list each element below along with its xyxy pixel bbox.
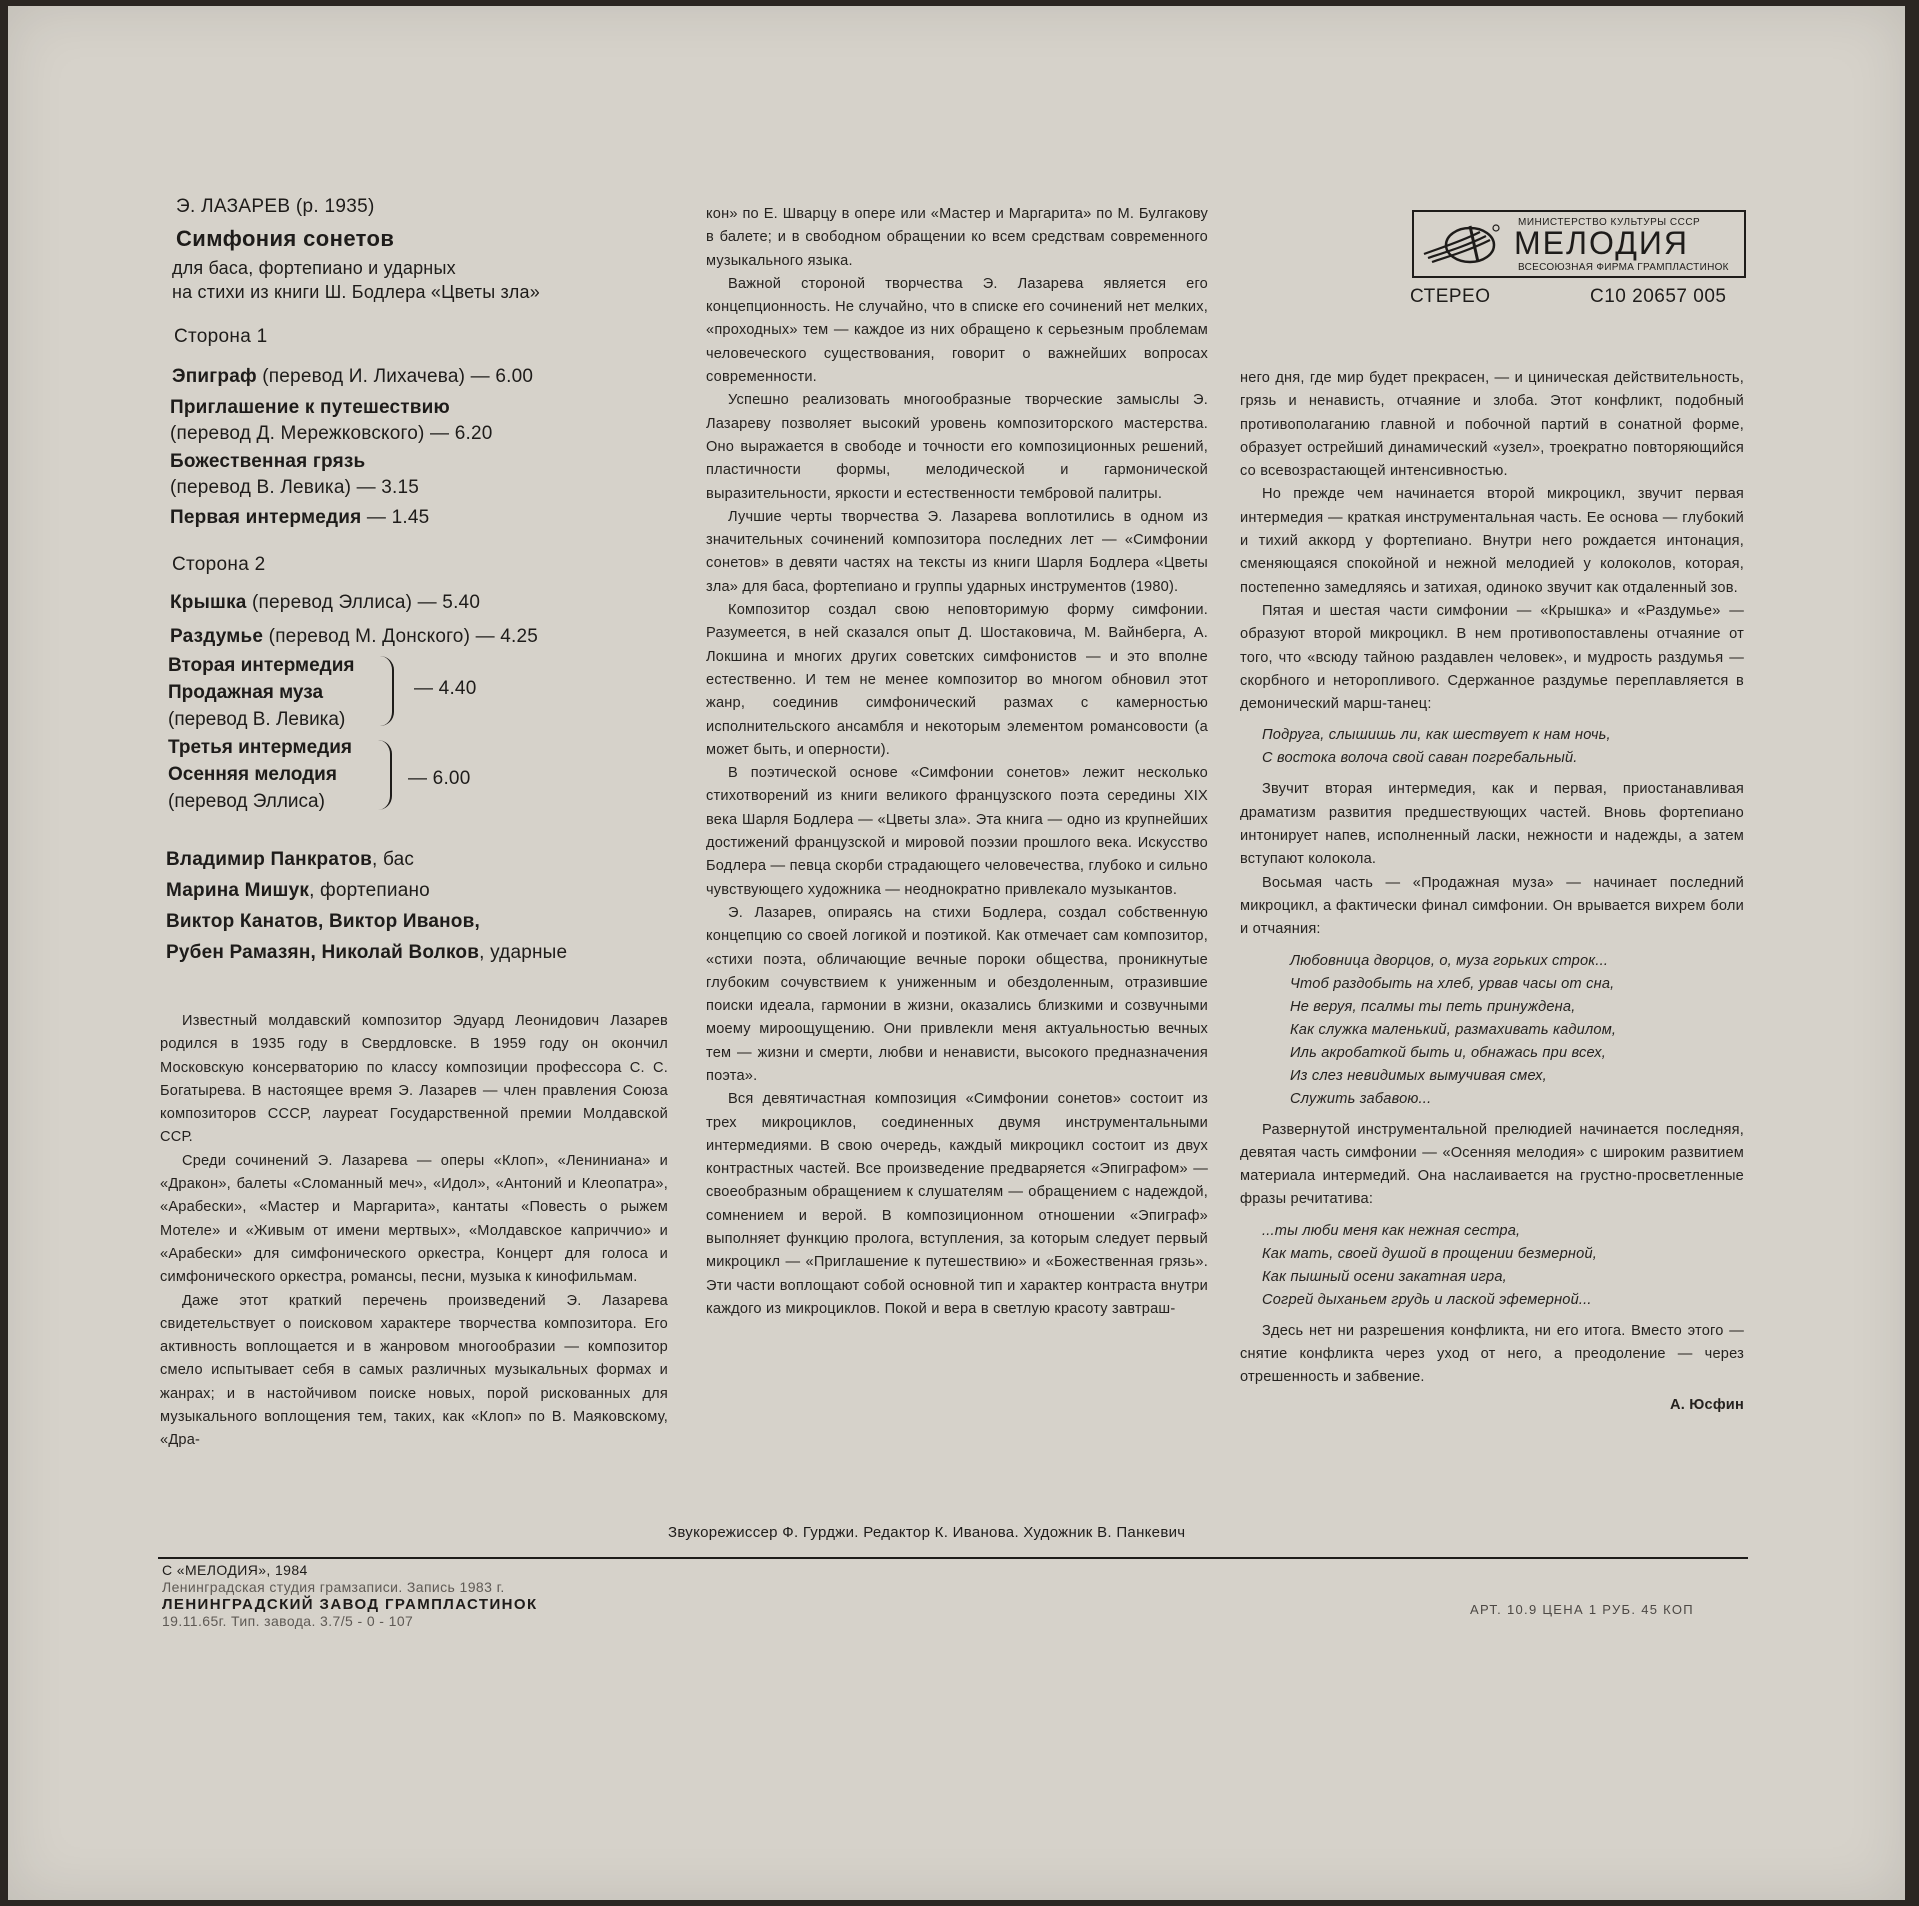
paragraph: Пятая и шестая части симфонии — «Крышка» и «Раздумье» — образуют второй микроцикл. В нем противопоставлены отчаяние от того, что «всюду тайною раздавлен человек», и мудрость раздумья — скорбного и неторопливого. Сдержанное раздумье переплавляется в демонический марш-танец:	[1240, 602, 1744, 713]
track-title: Крышка	[170, 592, 247, 613]
track-details: (перевод Эллиса)	[168, 791, 325, 812]
paragraph: Композитор создал свою неповторимую форму симфонии. Разумеется, в ней сказался опыт Д. Шостаковича, М. Вайнберга, А. Локшина и многих других советских симфонистов — и это вполне естественно. И тем не менее композитор во многом обновил этот жанр, соединив симфонический размах с камерностью исполнительского ансамбля и некоторым элементом романсовости (а может быть, и оперности).	[706, 602, 1208, 758]
subtitle-line: для баса, фортепиано и ударных	[172, 258, 456, 278]
track-title: Эпиграф	[172, 366, 257, 387]
performer-role: , фортепиано	[309, 880, 430, 901]
track-title: Раздумье	[170, 626, 264, 647]
bracket	[378, 656, 394, 726]
poem-line: Не веруя, псалмы ты петь принуждена,	[1290, 998, 1576, 1015]
melodiya-logo	[1412, 210, 1746, 278]
track-details: (перевод И. Лихачева) — 6.00	[256, 366, 534, 387]
poem-line: Как служка маленький, размахивать кадилом,	[1290, 1021, 1617, 1038]
poem-line: Служить забавою...	[1290, 1090, 1432, 1107]
paragraph: Но прежде чем начинается второй микроцикл, звучит первая интермедия — краткая инструментальная часть. Ее основа — глубокий и тихий аккорд у фортепиано. Внутри него рождается интонация, сменяющаяся спокойной и нежной мелодией у колоколов, которая, постепенно замедляясь и затихая, одиноко звучит как отдаленный зов.	[1240, 486, 1744, 596]
track-details: (перевод В. Левика)	[168, 709, 346, 730]
side-2-label: Сторона 2	[172, 554, 266, 575]
paragraph: Восьмая часть — «Продажная муза» — начинает последний микроцикл, а фактически финал симфонии. Он врывается вихрем боли и отчаяния:	[1240, 874, 1744, 938]
performer-role: , бас	[372, 849, 415, 870]
paragraph: кон» по Е. Шварцу в опере или «Мастер и Маргарита» по М. Булгакову в балете; и в свободном обращении ко всем средствам современного музыкального языка.	[706, 206, 1208, 269]
track-title: Божественная грязь	[170, 451, 366, 472]
poem-quote	[1262, 1220, 1744, 1312]
track-title: Вторая интермедия	[168, 655, 355, 676]
copyright-line: С «МЕЛОДИЯ», 1984	[162, 1562, 308, 1578]
logo-brand-name: МЕЛОДИЯ	[1514, 225, 1689, 261]
paragraph: Э. Лазарев, опираясь на стихи Бодлера, создал собственную концепцию со своей логикой и поэтикой. Как отмечает сам композитор, «стихи поэта, обличающие вечные пороки общества, проникнутые глубоким сочувствием к униженным и обездоленным, отразившие поиски идеала, гармонии в жизни, оказались близкими и созвучными моему мироощущению. Они привлекли меня актуальностью вечных тем — жизни и смерти, любви и ненависти, высокого предназначения поэта».	[706, 904, 1208, 1084]
track-title: Приглашение к путешествию	[170, 397, 450, 418]
logo-firm-text: ВСЕСОЮЗНАЯ ФИРМА ГРАМПЛАСТИНОК	[1518, 262, 1729, 273]
paragraph: Известный молдавский композитор Эдуард Леонидович Лазарев родился в 1935 году в Свердловске. В 1959 году он окончил Московскую консерваторию по классу композиции профессора С. С. Богатырева. В настоящее время Э. Лазарев — член правления Союза композиторов СССР, лауреат Государственной премии Молдавской ССР.	[160, 1013, 668, 1146]
performer-name: Рубен Рамазян, Николай Волков	[166, 942, 480, 963]
side-1-label: Сторона 1	[174, 326, 268, 347]
paragraph: Даже этот краткий перечень произведений Э. Лазарева свидетельствует о поисковом характере творчества композитора. Его активность воплощается и в жанровом многообразии — композитор смело испытывает себя в самых различных музыкальных формах и жанрах; и в настойчивом поиске новых, порой рискованных для музыкального воплощения тем, таких, как «Клоп» по В. Маяковскому, «Дра-	[160, 1292, 668, 1449]
work-subtitle	[172, 256, 540, 304]
poem-line: ...ты люби меня как нежная сестра,	[1262, 1222, 1521, 1239]
composer-name: Э. ЛАЗАРЕВ (р. 1935)	[176, 196, 375, 217]
track-title: Третья интермедия	[168, 737, 352, 758]
performer-name: Владимир Панкратов	[166, 849, 373, 870]
performer-role: , ударные	[479, 942, 568, 963]
paragraph: Звучит вторая интермедия, как и первая, приостанавливая драматизм развития предшествующих частей. Вновь фортепиано интонирует напев, исполненный ласки, нежности и надежды, а затем вступают колокола.	[1240, 781, 1744, 868]
poem-line: Согрей дыханьем грудь и лаской эфемерной...	[1262, 1291, 1592, 1308]
work-title: Симфония сонетов	[176, 226, 395, 251]
track-list-item	[170, 624, 538, 650]
track-group	[168, 652, 355, 733]
paragraph: В поэтической основе «Симфонии сонетов» лежит несколько стихотворений из книги великого французского поэта середины XIX века Шарля Бодлера — «Цветы зла». Эта книга — одно из крупнейших достижений французской и мировой поэзии прошлого века. Искусство Бодлера — певца скорби страдающего человечества, глубоко и сильно чувствующего художника — неоднократно привлекало музыкантов.	[706, 765, 1208, 898]
poem-line: Как пышный осени закатная игра,	[1262, 1268, 1507, 1285]
liner-notes-column-3	[1240, 367, 1744, 1417]
paragraph: Успешно реализовать многообразные творческие замыслы Э. Лазареву позволяет высокий уровень композиторского мастерства. Оно выражается в свободе и точности его композиционных решений, пластичности формы, мелодической и гармонической выразительности, яркости и естественности тембровой палитры.	[706, 392, 1208, 502]
track-title: Осенняя мелодия	[168, 764, 337, 785]
paragraph: Среди сочинений Э. Лазарева — оперы «Клоп», «Лениниана» и «Дракон», балеты «Сломанный меч», «Идол», «Антоний и Клеопатра», «Арабески», «Мастер и Маргарита», кантаты «Повесть о рыжем Мотеле» и «Живым от имени мертвых», «Молдавское каприччио» и «Арабески» для симфонического оркестра, Концерт для голоса и симфонического оркестра, романсы, песни, музыка к кинофильмам.	[160, 1152, 668, 1286]
performer	[166, 875, 567, 906]
performer-name: Марина Мишук	[166, 880, 310, 901]
footer-block	[162, 1562, 538, 1630]
poem-line: Как мать, своей душой в прощении безмерной,	[1262, 1245, 1598, 1262]
plant-name: ЛЕНИНГРАДСКИЙ ЗАВОД ГРАМПЛАСТИНОК	[162, 1596, 538, 1613]
poem-line: Подруга, слышишь ли, как шествует к нам ночь,	[1262, 727, 1611, 744]
paragraph: Важной стороной творчества Э. Лазарева является его концепционность. Не случайно, что в списке его сочинений нет мелких, «проходных» тем — каждое из них обращено к серьезным проблемам человеческого существования, говорит о важнейших вопросах современности.	[706, 275, 1208, 386]
poem-line: Из слез невидимых вымучивая смех,	[1290, 1067, 1547, 1084]
performer	[166, 844, 567, 875]
production-credits: Звукорежиссер Ф. Гурджи. Редактор К. Иванова. Художник В. Панкевич	[668, 1524, 1186, 1541]
group-duration: — 4.40	[414, 678, 477, 699]
bracket	[376, 740, 392, 810]
paragraph: Развернутой инструментальной прелюдией начинается последняя, девятая часть симфонии — «Осенняя мелодия» с широким развитием материала интермедий. Она наслаивается на грустно-просветленные фразы речитатива:	[1240, 1121, 1744, 1208]
studio-line: Ленинградская студия грамзаписи. Запись 1983 г.	[162, 1579, 505, 1595]
paragraph: него дня, где мир будет прекрасен, — и циническая действительность, грязь и ненависть, отчаяние и злоба. Этот конфликт, подобный противополаганию главной и побочной партий в сонатной форме, образует острейший динамический «узел», троекратно повторяющийся со всевозрастающей интенсивностью.	[1240, 370, 1744, 480]
track-details: (перевод Д. Мережковского) — 6.20	[170, 423, 493, 444]
performer	[166, 937, 567, 968]
print-info: 19.11.65г. Тип. завода. 3.7/5 - 0 - 107	[162, 1613, 414, 1629]
price-line: АРТ. 10.9 ЦЕНА 1 РУБ. 45 КОП	[1470, 1602, 1694, 1617]
logo-ministry-text: МИНИСТЕРСТВО КУЛЬТУРЫ СССР	[1518, 217, 1701, 228]
track-list-item	[170, 505, 429, 531]
stereo-label: СТЕРЕО	[1410, 286, 1491, 307]
catalog-number: С10 20657 005	[1590, 286, 1727, 307]
track-details: (перевод В. Левика) — 3.15	[170, 477, 420, 498]
poem-line: С востока волоча свой саван погребальный.	[1262, 750, 1578, 767]
performers-list	[166, 844, 567, 968]
poem-line: Любовница дворцов, о, муза горьких строк...	[1290, 952, 1609, 969]
performer-name: Виктор Канатов, Виктор Иванов,	[166, 911, 480, 932]
poem-line: Чтоб раздобыть на хлеб, урвав часы от сна,	[1290, 975, 1615, 992]
track-title: Продажная муза	[168, 682, 324, 703]
poem-quote	[1262, 724, 1744, 770]
melodiya-emblem-icon	[1420, 218, 1506, 272]
track-list-item	[170, 395, 492, 447]
track-list-item	[172, 364, 533, 390]
track-details: (перевод М. Донского) — 4.25	[263, 626, 539, 647]
track-details: (перевод Эллиса) — 5.40	[246, 592, 481, 613]
subtitle-line: на стихи из книги Ш. Бодлера «Цветы зла»	[172, 282, 540, 302]
author-signature: А. Юсфин	[1670, 1396, 1744, 1413]
liner-notes-column-2	[706, 203, 1208, 1321]
performer	[166, 906, 567, 937]
paragraph: Вся девятичастная композиция «Симфонии сонетов» состоит из трех микроциклов, соединенных двумя инструментальными интермедиями. В свою очередь, каждый микроцикл состоит из двух контрастных частей. Все произведение предваряется «Эпиграфом» — своеобразным обращением к слушателям — обращением с надеждой, сомнением и верой. В композиционном отношении «Эпиграф» выполняет функцию пролога, вступления, за которым следует первый микроцикл — «Приглашение к путешествию» и «Божественная грязь». Эти части воплощают собой основной тип и характер контраста внутри каждого из микроциклов. Покой и вера в светлую красоту завтраш-	[706, 1091, 1208, 1317]
track-list-item	[170, 590, 480, 616]
track-group	[168, 734, 352, 815]
footer-divider	[158, 1557, 1748, 1559]
track-title: Первая интермедия	[170, 507, 362, 528]
paragraph: Лучшие черты творчества Э. Лазарева воплотились в одном из значительных сочинений композитора последних лет — «Симфонии сонетов» в девяти частях на тексты из книги Шарля Бодлера «Цветы зла» для баса, фортепиано и группы ударных инструментов (1980).	[706, 508, 1208, 595]
liner-notes-column-1	[160, 1010, 668, 1453]
track-details: — 1.45	[361, 507, 430, 528]
track-list-item	[170, 449, 419, 501]
poem-line: Иль акробаткой быть и, обнажась при всех,	[1290, 1044, 1606, 1061]
group-duration: — 6.00	[408, 768, 471, 789]
poem-quote	[1290, 950, 1744, 1111]
paragraph: Здесь нет ни разрешения конфликта, ни его итога. Вместо этого — снятие конфликта через уход от него, а преодоление — через отрешенность и забвение.	[1240, 1322, 1744, 1386]
